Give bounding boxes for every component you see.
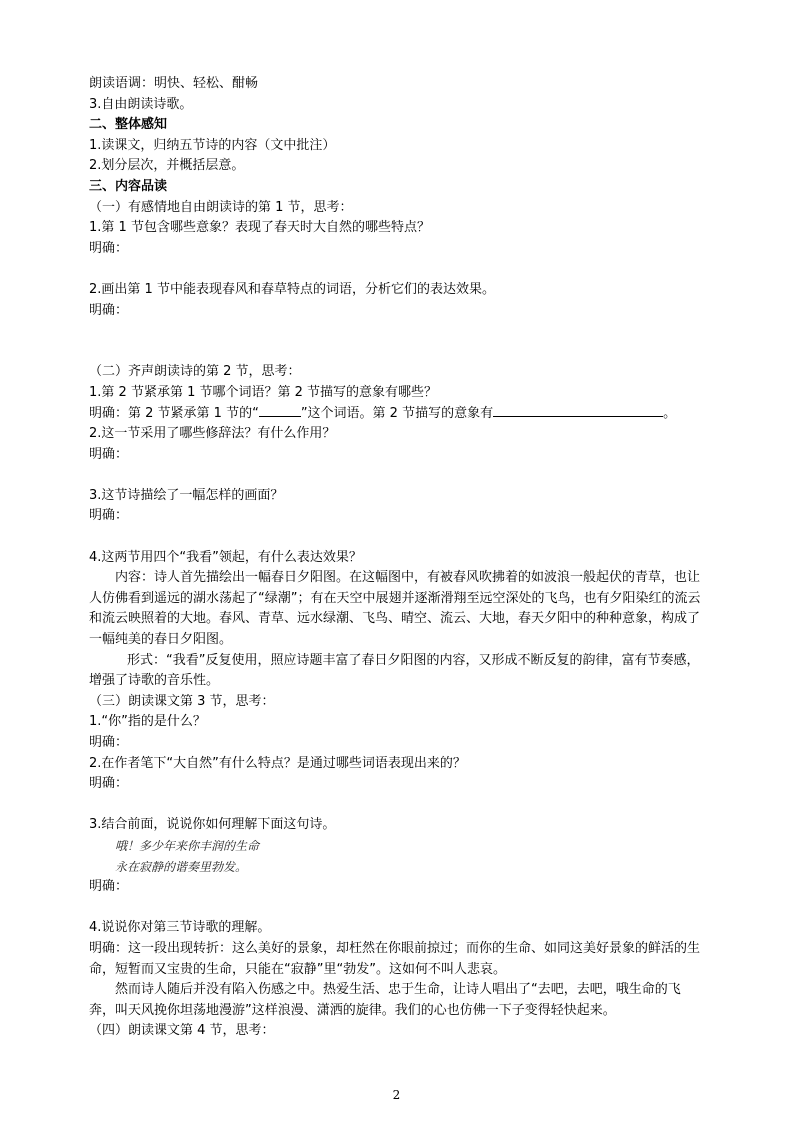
free-reading-step: 3.自由朗读诗歌。 — [89, 96, 193, 112]
subsection-2: （二）齐声朗读诗的第 2 节，思考： — [89, 364, 301, 380]
section-heading-content: 三、内容品读 — [89, 178, 168, 194]
fill-blank-short — [259, 404, 301, 417]
fill-blank-long — [493, 404, 663, 417]
answer-label: 明确： — [89, 508, 129, 524]
poem-line-1: 哦！多少年来你丰润的生命 — [115, 838, 260, 853]
question-2-1: 1.第 2 节紧承第 1 节哪个词语？第 2 节描写的意象有哪些？ — [89, 384, 438, 400]
overall-task-1: 1.读课文，归纳五节诗的内容（文中批注） — [89, 137, 336, 153]
content-analysis: 内容：诗人首先描绘出一幅春日夕阳图。在这幅图中，有被春风吹拂着的如波浪一般起伏的青草，也让人仿佛看到遥远的湖水荡起了“绿潮”；有在天空中展翅并逐渐滑翔至远空深处的飞鸟，也有夕阳染红的流云和流云映照着的大地。春风、青草、远水绿潮、飞鸟、晴空、流云、大地，春天夕阳中的种种意象，构成了一幅纯美的春日夕阳图。 — [89, 570, 701, 648]
document-body — [89, 74, 701, 1042]
form-analysis: 形式：“我看”反复使用，照应诗题丰富了春日夕阳图的内容，又形成不断反复的韵律，富有节奏感，增强了诗歌的音乐性。 — [89, 652, 700, 689]
subsection-1: （一）有感情地自由朗读诗的第 1 节，思考： — [89, 199, 353, 215]
question-3-1: 1.“你”指的是什么？ — [89, 714, 206, 730]
question-1-1: 1.第 1 节包含哪些意象？表现了春天时大自然的哪些特点？ — [89, 220, 430, 236]
question-1-2: 2.画出第 1 节中能表现春风和春草特点的词语，分析它们的表达效果。 — [89, 281, 495, 297]
section-heading-overall: 二、整体感知 — [89, 117, 168, 133]
question-3-3: 3.结合前面，说说你如何理解下面这句诗。 — [89, 817, 336, 833]
overall-task-2: 2.划分层次，并概括层意。 — [89, 158, 245, 174]
fill-in-answer: 明确：第 2 节紧承第 1 节的“ ”这个词语。第 2 节描写的意象有 。 — [89, 405, 677, 421]
answer-label: 明确： — [89, 240, 129, 256]
page-number: 2 — [392, 1088, 401, 1102]
subsection-3: （三）朗读课文第 3 节，思考： — [89, 693, 275, 709]
answer-label: 明确： — [89, 302, 129, 318]
turning-analysis: 明确：这一段出现转折：这么美好的景象，却枉然在你眼前掠过；而你的生命、如同这美好景象的鲜活的生命，短暂而又宝贵的生命，只能在“寂静”里“勃发”。这如何不叫人悲哀。 — [89, 940, 701, 977]
answer-label: 明确： — [89, 446, 129, 462]
subsection-4: （四）朗读课文第 4 节，思考： — [89, 1023, 275, 1039]
question-3-4: 4.说说你对第三节诗歌的理解。 — [89, 920, 271, 936]
answer-label: 明确： — [89, 776, 129, 792]
reading-tone: 朗读语调：明快、轻松、酣畅 — [89, 76, 259, 91]
question-2-4: 4.这两节用四个“我看”领起，有什么表达效果？ — [89, 549, 362, 565]
optimism-analysis: 然而诗人随后并没有陷入伤感之中。热爱生活、忠于生命，让诗人唱出了“去吧，去吧，哦生命的飞奔，叫天风挽你坦荡地漫游”这样浪漫、潇洒的旋律。我们的心也仿佛一下子变得轻快起来。 — [89, 982, 681, 1018]
poem-line-2: 永在寂静的谐奏里勃发。 — [115, 859, 248, 874]
question-3-2: 2.在作者笔下“大自然”有什么特点？是通过哪些词语表现出来的？ — [89, 755, 466, 771]
question-2-3: 3.这节诗描绘了一幅怎样的画面？ — [89, 487, 284, 503]
answer-label: 明确： — [89, 879, 129, 895]
question-2-2: 2.这一节采用了哪些修辞法？有什么作用？ — [89, 426, 336, 442]
answer-label: 明确： — [89, 735, 129, 750]
